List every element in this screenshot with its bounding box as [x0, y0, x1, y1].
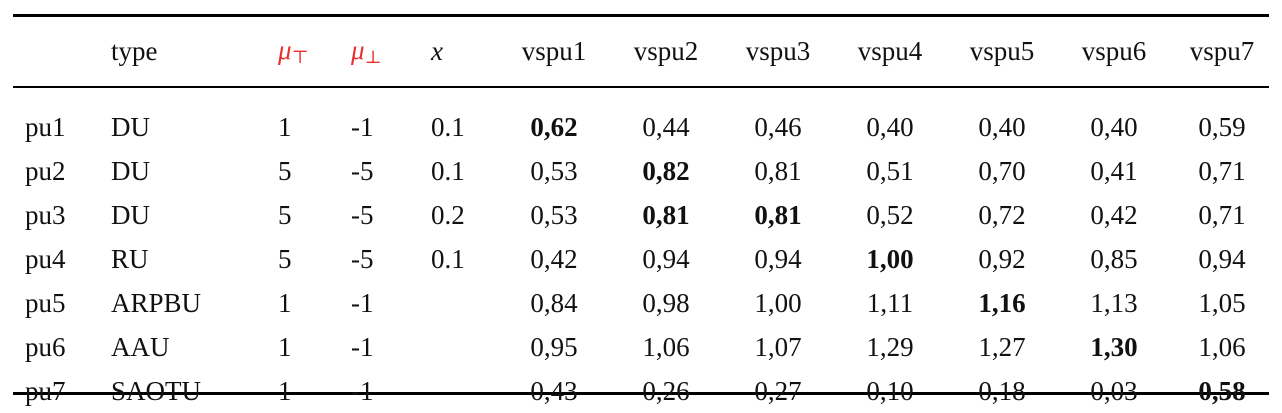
row-vspu5-cell: 0,40: [978, 111, 1026, 142]
row-x-cell: 0.2: [431, 199, 465, 230]
row-vspu2-cell: 1,06: [642, 331, 690, 362]
row-x-cell: [431, 281, 498, 325]
row-x-cell: 0.1: [431, 243, 465, 274]
row-mu-perp-cell: -1: [351, 287, 374, 318]
header-type: type: [111, 36, 158, 66]
row-vspu1-cell: 0,42: [530, 243, 578, 274]
table-row: [13, 237, 1274, 281]
row-vspu3-cell: 0,27: [754, 375, 802, 406]
header-mu-perp: [351, 17, 431, 86]
mu-top-symbol: $\mu_⊤$: [278, 35, 309, 67]
row-vspu1-cell: 0,53: [530, 155, 578, 186]
row-x-cell: [431, 325, 498, 369]
row-vspu7-cell: 0,71: [1198, 155, 1246, 186]
header-mu-top: [278, 17, 351, 86]
row-id-cell: pu5: [25, 287, 66, 318]
row-vspu7-cell: 0,58: [1198, 375, 1246, 406]
mu-perp-symbol: $\mu_\perp$: [351, 35, 382, 67]
row-mu-top-cell: 5: [278, 199, 292, 230]
row-type-cell: RU: [111, 243, 149, 274]
table-row: [13, 325, 1274, 369]
row-vspu1-cell: 0,53: [530, 199, 578, 230]
row-mu-perp-cell: -5: [351, 243, 374, 274]
row-vspu3-cell: 1,07: [754, 331, 802, 362]
row-vspu5-cell: 0,72: [978, 199, 1026, 230]
row-mu-top-cell: 1: [278, 331, 292, 362]
row-vspu2-cell: 0,44: [642, 111, 690, 142]
row-mu-perp-cell: -5: [351, 155, 374, 186]
row-mu-top-cell: 1: [278, 111, 292, 142]
row-type-cell: ARPBU: [111, 287, 202, 318]
row-id-cell: pu3: [25, 199, 66, 230]
row-vspu5-cell: 0,70: [978, 155, 1026, 186]
row-mu-perp-cell: -1: [351, 111, 374, 142]
row-vspu1-cell: 0,43: [530, 375, 578, 406]
results-table: [13, 17, 1274, 413]
row-vspu1-cell: 0,84: [530, 287, 578, 318]
table-row: [13, 369, 1274, 413]
header-vspu3: vspu3: [745, 36, 811, 66]
row-mu-perp-cell: -1: [351, 375, 374, 406]
row-vspu4-cell: 1,11: [866, 287, 914, 318]
row-mu-top-cell: 1: [278, 375, 292, 406]
row-id-cell: pu6: [25, 331, 66, 362]
row-type-cell: SAOTU: [111, 375, 202, 406]
row-id-cell: pu2: [25, 155, 66, 186]
row-vspu6-cell: 0,42: [1090, 199, 1138, 230]
row-type-cell: DU: [111, 111, 150, 142]
row-vspu6-cell: 0,03: [1090, 375, 1138, 406]
row-vspu1-cell: 0,62: [530, 111, 578, 142]
row-vspu7-cell: 0,71: [1198, 199, 1246, 230]
row-vspu3-cell: 0,94: [754, 243, 802, 274]
header-vspu6: vspu6: [1081, 36, 1147, 66]
header-x: x: [431, 36, 443, 66]
header-vspu4: vspu4: [857, 36, 923, 66]
row-mu-perp-cell: -5: [351, 199, 374, 230]
row-vspu4-cell: 1,29: [866, 331, 914, 362]
row-vspu6-cell: 1,30: [1090, 331, 1138, 362]
header-id: [13, 17, 111, 86]
row-vspu6-cell: 0,85: [1090, 243, 1138, 274]
row-vspu3-cell: 0,81: [754, 155, 802, 186]
header-vspu2: vspu2: [633, 36, 699, 66]
row-mu-top-cell: 5: [278, 243, 292, 274]
row-id-cell: pu1: [25, 111, 66, 142]
row-vspu5-cell: 0,18: [978, 375, 1026, 406]
row-vspu6-cell: 0,40: [1090, 111, 1138, 142]
row-x-cell: 0.1: [431, 155, 465, 186]
header-vspu7: vspu7: [1189, 36, 1255, 66]
row-vspu5-cell: 0,92: [978, 243, 1026, 274]
table-row: [13, 105, 1274, 149]
header-vspu1: vspu1: [521, 36, 587, 66]
row-type-cell: DU: [111, 199, 150, 230]
row-vspu2-cell: 0,94: [642, 243, 690, 274]
spacer-row: [13, 86, 1274, 105]
row-id-cell: pu7: [25, 375, 66, 406]
row-vspu7-cell: 1,05: [1198, 287, 1246, 318]
row-vspu6-cell: 0,41: [1090, 155, 1138, 186]
row-vspu2-cell: 0,82: [642, 155, 690, 186]
row-vspu3-cell: 0,81: [754, 199, 802, 230]
row-vspu7-cell: 0,94: [1198, 243, 1246, 274]
table-row: [13, 193, 1274, 237]
header-row: [13, 17, 1274, 86]
row-vspu7-cell: 0,59: [1198, 111, 1246, 142]
row-vspu2-cell: 0,81: [642, 199, 690, 230]
row-vspu2-cell: 0,98: [642, 287, 690, 318]
row-vspu3-cell: 0,46: [754, 111, 802, 142]
table-row: [13, 281, 1274, 325]
row-mu-perp-cell: -1: [351, 331, 374, 362]
row-vspu5-cell: 1,27: [978, 331, 1026, 362]
row-vspu6-cell: 1,13: [1090, 287, 1138, 318]
row-vspu4-cell: 0,52: [866, 199, 914, 230]
row-vspu2-cell: 0,26: [642, 375, 690, 406]
row-vspu7-cell: 1,06: [1198, 331, 1246, 362]
row-vspu4-cell: 0,40: [866, 111, 914, 142]
table-row: [13, 149, 1274, 193]
row-vspu4-cell: 1,00: [866, 243, 914, 274]
row-vspu5-cell: 1,16: [978, 287, 1026, 318]
row-id-cell: pu4: [25, 243, 66, 274]
row-type-cell: AAU: [111, 331, 170, 362]
row-vspu1-cell: 0,95: [530, 331, 578, 362]
row-mu-top-cell: 5: [278, 155, 292, 186]
row-vspu4-cell: 0,51: [866, 155, 914, 186]
row-x-cell: 0.1: [431, 111, 465, 142]
row-x-cell: [431, 369, 498, 413]
row-mu-top-cell: 1: [278, 287, 292, 318]
header-vspu5: vspu5: [969, 36, 1035, 66]
row-vspu3-cell: 1,00: [754, 287, 802, 318]
row-type-cell: DU: [111, 155, 150, 186]
row-vspu4-cell: 0,10: [866, 375, 914, 406]
